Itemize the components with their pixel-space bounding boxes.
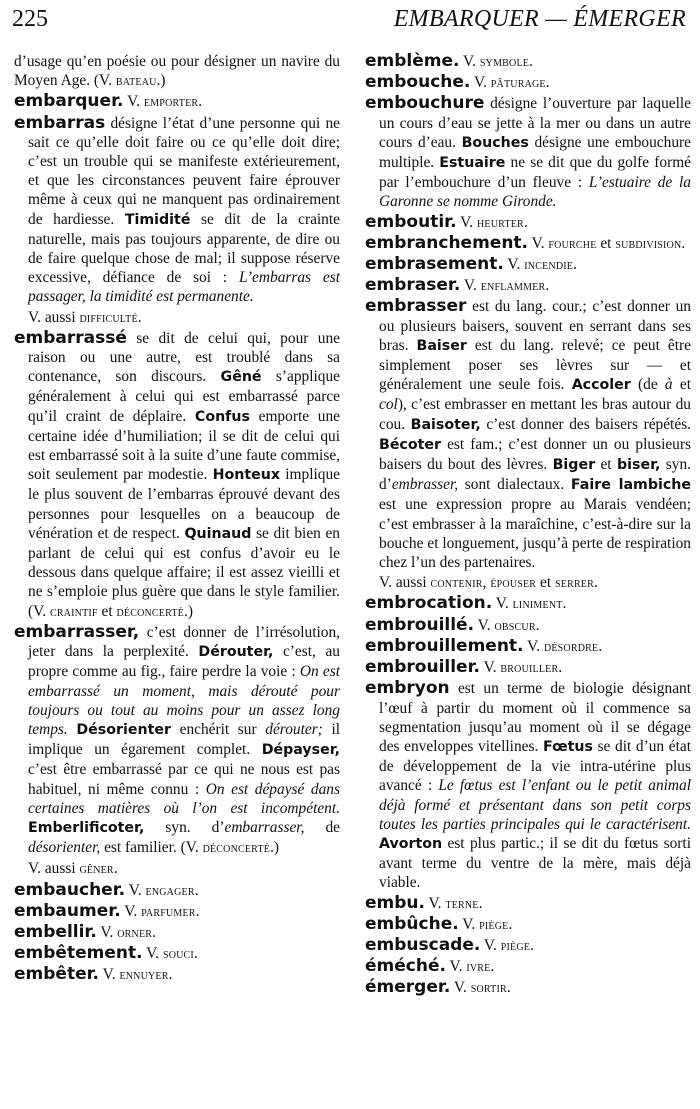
entry-embeter: embêter. V. ennuyer.	[14, 964, 173, 985]
headword: embouchure	[365, 93, 485, 114]
headword: embarrasser,	[14, 621, 140, 642]
headword: embellir.	[14, 921, 97, 942]
headword: embranchement.	[365, 232, 529, 253]
headword: embouche.	[365, 72, 471, 93]
entry-embuche: embûche. V. piège.	[365, 913, 513, 934]
entry-continuation: d’usage qu’en poésie ou pour désigner un navire du Moyen Age. (V. bateau.)	[14, 53, 340, 90]
headword: embaumer.	[14, 900, 121, 921]
headword: embêtement.	[14, 943, 143, 964]
headword: embaucher.	[14, 879, 126, 900]
entry-embuscade: embuscade. V. piège.	[365, 934, 534, 955]
entry-embleme: emblème. V. symbole.	[365, 51, 533, 71]
page-number: 225	[12, 6, 48, 32]
see-also: V. aussi gêner.	[28, 860, 118, 878]
headword: émerger.	[365, 977, 451, 998]
cross-reference: emporter	[143, 95, 199, 111]
headword: emblème.	[365, 51, 460, 71]
headword: embarras	[14, 112, 106, 133]
headword: embuscade.	[365, 934, 481, 955]
entry-embarrasser: embarrasser, c’est donner de l’irrésolution, jeter dans la perplexité. Dérouter, c’est, au propre comme au fig., faire perdre la voie : On est embarrassé un moment, mais dérouté pour toujours ou tout au moins pour un assez long temps. Désorienter enchérit sur dérouter; il implique un égarement complet. Dépayser, c’est être embarrassé par ce qui ne nous est pas habituel, ni même connu : On est dépaysé dans certaines matières où l’on est incompétent. Emberlificoter, syn. d’embarrasser, de désorienter, est familier. (V. déconcerté.)	[14, 621, 340, 857]
entry-embrouillement: embrouillement. V. désordre.	[365, 635, 603, 656]
entry-embellir: embellir. V. orner.	[14, 921, 157, 942]
headword: embrasement.	[365, 254, 504, 275]
headword: éméché.	[365, 956, 446, 977]
entry-embrasement: embrasement. V. incendie.	[365, 254, 577, 275]
headword: embrouillé.	[365, 614, 475, 635]
headword: embarquer.	[14, 91, 124, 112]
running-header	[10, 6, 690, 36]
headword: embrocation.	[365, 593, 493, 614]
entry-embrouille: embrouillé. V. obscur.	[365, 614, 540, 635]
headword: embarrassé	[14, 327, 127, 348]
entry-embouchure: embouchure désigne l’ouverture par laquelle un cours d’eau se jette à la mer ou dans un autre cours d’eau. Bouches désigne une embouchure multiple. Estuaire ne se dit que du golfe formé par l’embouchure d’un fleuve : L’estuaire de la Garonne se nomme Gironde.	[365, 93, 691, 211]
entry-emerger: émerger. V. sortir.	[365, 977, 511, 998]
entry-embrocation: embrocation. V. liniment.	[365, 593, 567, 614]
headword: embûche.	[365, 913, 459, 934]
entry-embranchement: embranchement. V. fourche et subdivision.	[365, 232, 686, 253]
see-also: V. aussi contenir, épouser et serrer.	[379, 574, 598, 592]
entry-embarras: embarras désigne l’état d’une personne qui ne sait ce qu’elle doit faire ou ce qu’elle doit dire; c’est un trouble qui se manifeste extérieurement, et que les circonstances peuvent faire éprouver même à ceux qui ne manquent pas ordinairement de hardiesse. Timidité se dit de la crainte naturelle, mais pas toujours apparente, de dire ou de faire quelque chose de mal; il suppose réserve excessive, défiance de soi : L’embarras est passager, la timidité est permanente.	[14, 112, 340, 306]
running-head-title: EMBARQUER — ÉMERGER	[393, 6, 686, 32]
entry-embrouiller: embrouiller. V. brouiller.	[365, 657, 563, 678]
headword: embrouillement.	[365, 635, 524, 656]
headword: embraser.	[365, 275, 461, 296]
entry-emboutir: emboutir. V. heurter.	[365, 211, 528, 232]
headword: embrouiller.	[365, 657, 481, 678]
entry-embrasser: embrasser est du lang. cour.; c’est donner un ou plusieurs baisers, souvent en serrant dans ses bras. Baiser est du lang. relevé; ce peut être simplement poser ses lèvres sur — et généralement une seule fois. Accoler (de à et col), c’est embrasser en mettant les bras autour du cou. Baisoter, c’est donner des baisers répétés. Bécoter est fam.; c’est donner un ou plusieurs baisers du bout des lèvres. Biger et biser, syn. d’embrasser, sont dialectaux. Faire lambiche est une expression propre au Marais vendéen; c’est embrasser à la maraîchine, c’est-à-dire sur la bouche et longuement, jusqu’à perte de respiration chez l’un des partenaires.	[365, 296, 692, 572]
see-also: V. aussi difficulté.	[28, 308, 142, 326]
headword: embryon	[365, 678, 450, 699]
entry-embetement: embêtement. V. souci.	[14, 943, 198, 964]
headword: embêter.	[14, 964, 100, 985]
entry-embryon: embryon est un terme de biologie désignant l’œuf à partir du moment où il commence sa segmentation jusqu’au moment où il se dégage des enveloppes vitellines. Fœtus se dit d’un état de développement de la vie intra-utérine plus avancé : Le fœtus est l’enfant ou le petit animal déjà formé et présentant dans son petit corps toutes les parties principales qui le caractérisent. Avorton est plus partic.; il se dit du fœtus sorti avant terme du ventre de la mère, mais déjà viable.	[365, 678, 692, 892]
entry-embraser: embraser. V. enflammer.	[365, 275, 550, 296]
left-column	[14, 52, 340, 987]
entry-embouche: embouche. V. pâturage.	[365, 72, 550, 93]
entry-embaumer: embaumer. V. parfumer.	[14, 900, 200, 921]
entry-embarrasse: embarrassé se dit de celui qui, pour une raison ou une autre, est troublé dans sa contenance, son discours. Gêné s’applique généralement à celui qui est embarrassé parce qu’il craint de déplaire. Confus emporte une certaine idée d’humiliation; il se dit de celui qui est embarrassé soit à la suite d’une faute commise, soit seulement par modestie. Honteux implique le plus souvent de l’embarras éprouvé devant des personnes pour lesquelles on a beaucoup de vénération et de respect. Quinaud se dit bien en parlant de celui qui est confus d’avoir eu le dessous dans quelque affaire; il est assez vieilli et ne s’emploie plus guère que dans le style familier. (V. craintif et déconcerté.)	[14, 327, 341, 620]
right-column	[365, 52, 691, 1000]
headword: embu.	[365, 892, 425, 913]
entry-emeche: éméché. V. ivre.	[365, 956, 495, 977]
entry-embarquer: embarquer. V. emporter.	[14, 91, 203, 112]
headword: emboutir.	[365, 211, 457, 232]
headword: embrasser	[365, 296, 467, 317]
entry-embaucher: embaucher. V. engager.	[14, 879, 199, 900]
entry-embu: embu. V. terne.	[365, 892, 483, 913]
